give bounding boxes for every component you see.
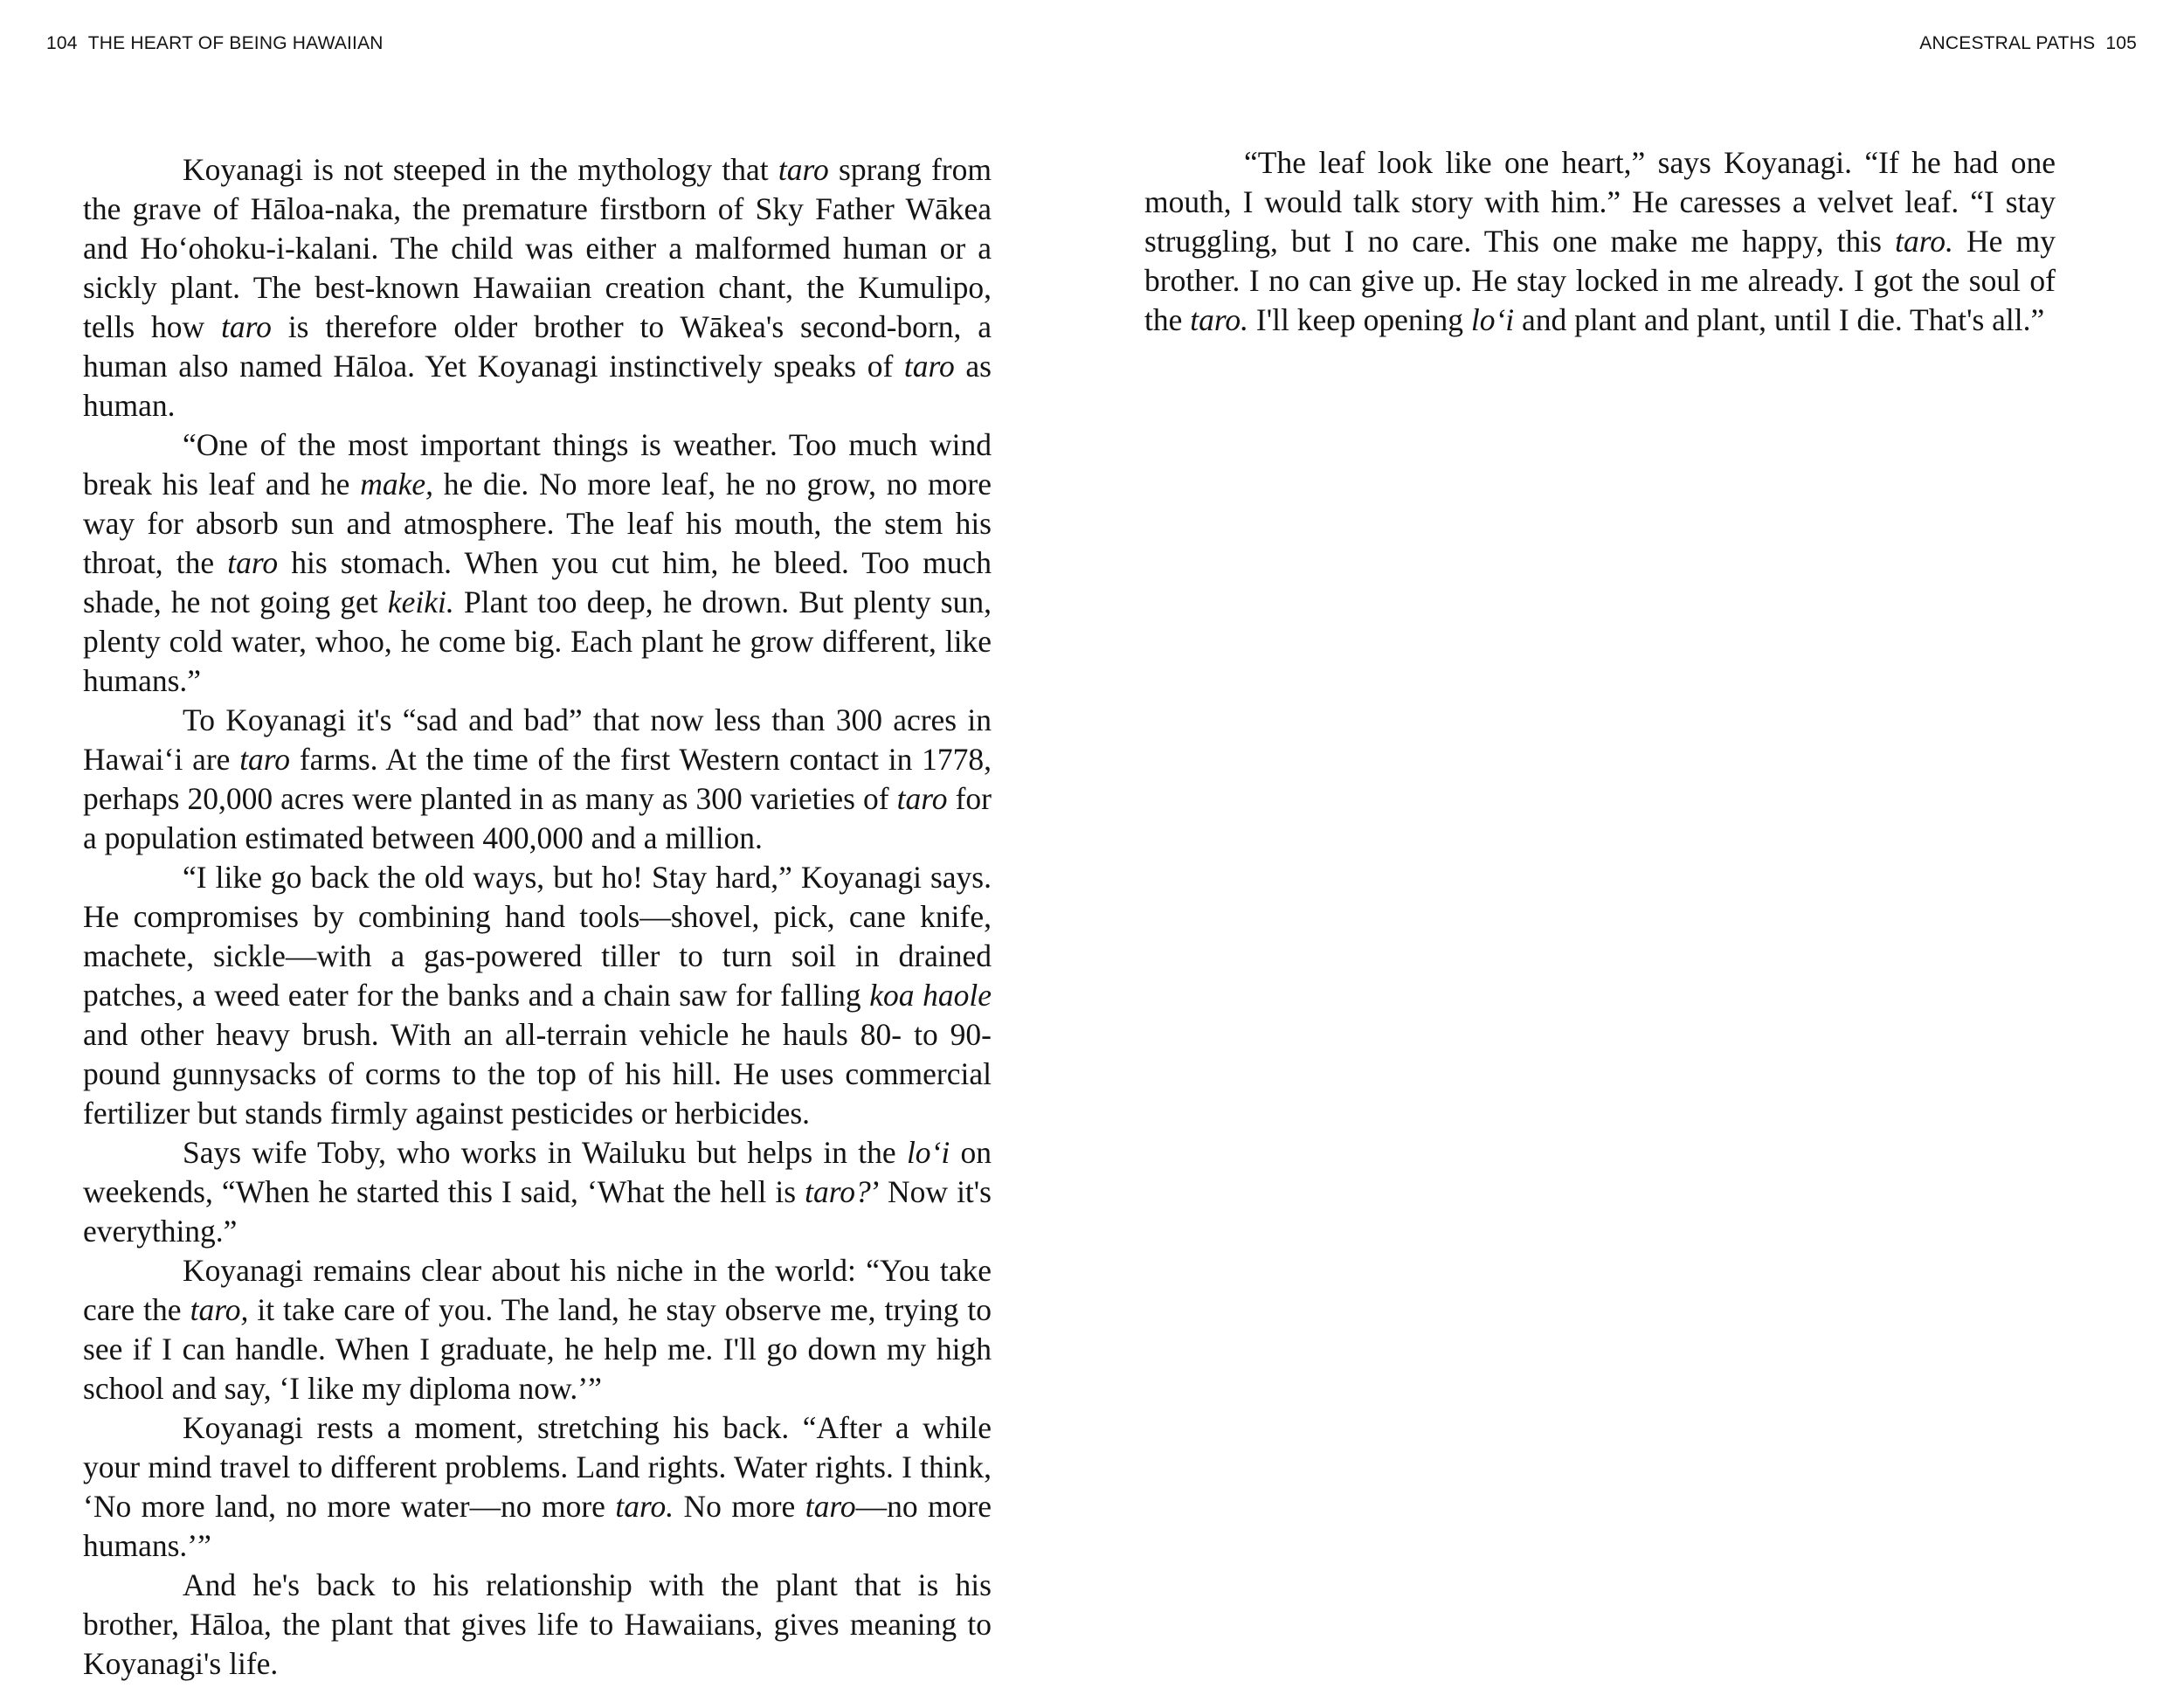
italic-term: taro	[896, 781, 948, 816]
italic-term: taro,	[190, 1292, 249, 1327]
right-page-number: 105	[2105, 33, 2137, 53]
italic-term: taro.	[615, 1489, 674, 1524]
left-body-text	[83, 150, 992, 1684]
italic-term: lo‘i	[1470, 302, 1515, 337]
paragraph: “I like go back the old ways, but ho! Stay hard,” Koyanagi says. He compromises by combining hand tools—shovel, pick, cane knife, machete, sickle—with a gas-powered tiller to turn soil in drained patches, a weed eater for the banks and a chain saw for falling koa haole and other heavy brush. With an all-terrain vehicle he hauls 80- to 90-pound gunnysacks of corms to the top of his hill. He uses commercial fertilizer but stands firmly against pesticides or herbicides.	[83, 860, 992, 1131]
book-title: THE HEART OF BEING HAWAIIAN	[87, 33, 384, 53]
right-body-text	[1144, 143, 2056, 340]
italic-term: taro?	[805, 1174, 871, 1209]
right-page	[1092, 0, 2184, 1688]
italic-term: taro	[903, 349, 955, 384]
italic-term: taro	[778, 152, 829, 187]
left-page-number: 104	[46, 33, 78, 53]
italic-term: koa haole	[869, 978, 992, 1013]
italic-term: taro	[221, 309, 272, 344]
right-running-head	[1919, 33, 2137, 54]
italic-term: taro	[805, 1489, 856, 1524]
paragraph: Says wife Toby, who works in Wailuku but helps in the lo‘i on weekends, “When he started this I said, ‘What the hell is taro?’ Now it's everything.”	[83, 1135, 992, 1249]
italic-term: taro	[227, 545, 279, 580]
left-running-head	[46, 33, 384, 54]
paragraph: And he's back to his relationship with the plant that is his brother, Hāloa, the plant that gives life to Hawaiians, gives meaning to Koyanagi's life.	[83, 1567, 992, 1681]
italic-term: make,	[360, 467, 433, 502]
italic-term: taro.	[1190, 302, 1248, 337]
paragraph: Koyanagi is not steeped in the mythology that taro sprang from the grave of Hāloa-naka, the premature firstborn of Sky Father Wākea and Ho‘ohoku-i-kalani. The child was either a malformed human or a sickly plant. The best-known Hawaiian creation chant, the Kumulipo, tells how taro is therefore older brother to Wākea's second-born, a human also named Hāloa. Yet Koyanagi instinctively speaks of taro as human.	[83, 152, 992, 423]
italic-term: lo‘i	[906, 1135, 950, 1170]
italic-term: keiki.	[387, 585, 454, 619]
paragraph: “One of the most important things is weather. Too much wind break his leaf and he make, he die. No more leaf, he no grow, no more way for absorb sun and atmosphere. The leaf his mouth, the stem his throat, the taro his stomach. When you cut him, he bleed. Too much shade, he not going get keiki. Plant too deep, he drown. But plenty sun, plenty cold water, whoo, he come big. Each plant he grow different, like humans.”	[83, 427, 992, 698]
paragraph: Koyanagi remains clear about his niche in the world: “You take care the taro, it take care of you. The land, he stay observe me, trying to see if I can handle. When I graduate, he help me. I'll go down my high school and say, ‘I like my diploma now.’”	[83, 1253, 992, 1406]
italic-term: taro	[239, 742, 291, 777]
paragraph: “The leaf look like one heart,” says Koyanagi. “If he had one mouth, I would talk story with him.” He caresses a velvet leaf. “I stay struggling, but I no care. This one make me happy, this taro. He my brother. I no can give up. He stay locked in me already. I got the soul of the taro. I'll keep opening lo‘i and plant and plant, until I die. That's all.”	[1144, 145, 2056, 337]
paragraph: To Koyanagi it's “sad and bad” that now less than 300 acres in Hawai‘i are taro farms. At the time of the first Western contact in 1778, perhaps 20,000 acres were planted in as many as 300 varieties of taro for a population estimated between 400,000 and a million.	[83, 702, 992, 855]
section-title: ANCESTRAL PATHS	[1919, 33, 2096, 53]
italic-term: taro.	[1895, 224, 1953, 259]
paragraph: Koyanagi rests a moment, stretching his back. “After a while your mind travel to different problems. Land rights. Water rights. I think, ‘No more land, no more water—no more taro. No more taro—no more humans.’”	[83, 1410, 992, 1563]
